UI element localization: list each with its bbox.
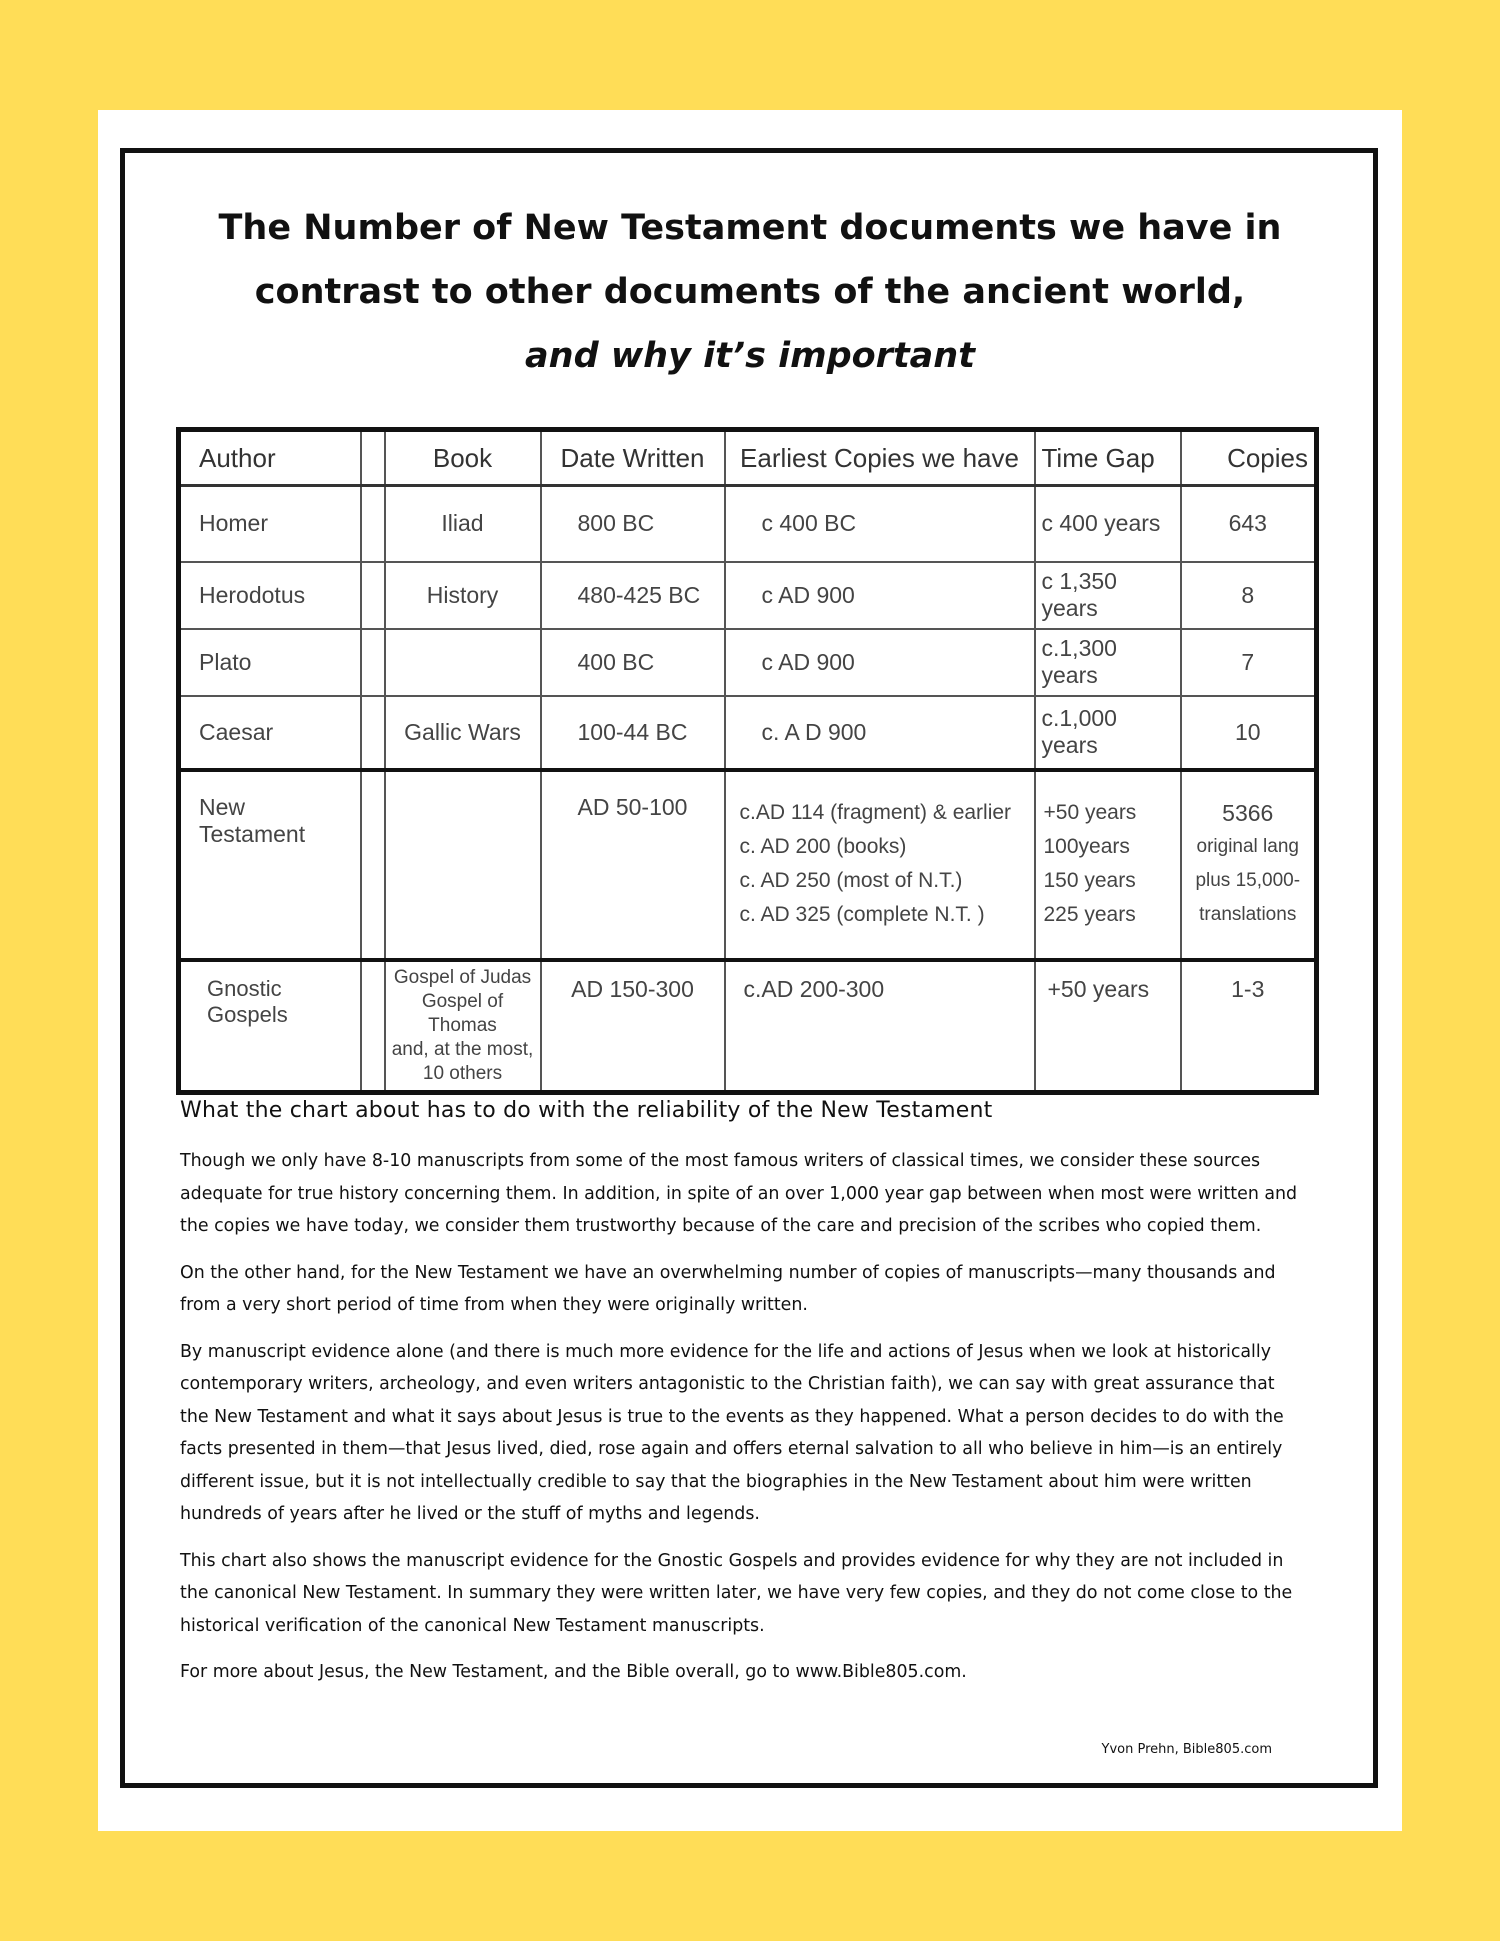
author-credit: Yvon Prehn, Bible805.com [1101,1742,1272,1757]
cell-date: AD 150-300 [541,960,725,1093]
nt-earliest-line: c. AD 250 (most of N.T.) [739,868,963,892]
cell-book: Iliad [385,486,541,562]
cell-author: Homer [179,486,361,562]
gnostic-book-line: Gospel of Thomas [421,990,504,1036]
cell-gap: c.1,000 years [1035,696,1181,770]
header-date-written: Date Written [541,430,725,486]
header-author: Author [179,430,361,486]
table-header-row [179,430,1317,486]
title-line-1: The Number of New Testament documents we have in [218,208,1282,248]
cell-gap: c 1,350 years [1035,562,1181,629]
cell-gap: c 400 years [1035,486,1181,562]
cell-author: New Testament [179,770,361,960]
cell-date: 100-44 BC [541,696,725,770]
cell-author: Gnostic Gospels [179,960,361,1093]
cell-spacer [361,960,385,1093]
cell-spacer [361,696,385,770]
table-row [179,486,1317,562]
cell-book [385,960,541,1093]
cell-date: 800 BC [541,486,725,562]
cell-spacer [361,770,385,960]
header-time-gap: Time Gap [1035,430,1181,486]
gnostic-book-line: 10 others [422,1062,503,1084]
cell-earliest: c.AD 200-300 [725,960,1035,1093]
cell-book: Gallic Wars [385,696,541,770]
cell-gap: c.1,300 years [1035,629,1181,696]
header-copies: Copies [1181,430,1317,486]
header-earliest-copies: Earliest Copies we have [725,430,1035,486]
title-line-2: contrast to other documents of the ancient world, [254,272,1246,312]
paragraph: Though we only have 8-10 manuscripts from some of the most famous writers of classical times, we consider these sources adequate for true history concerning them. In addition, in spite of an over 1,000 year gap between when most were written and the copies we have today, we consider them trustworthy because of the care and precision of the scribes who copied them. [180,1151,1298,1236]
gnostic-book-line: and, at the most, [391,1038,534,1060]
cell-earliest [725,770,1035,960]
header-book: Book [385,430,541,486]
cell-spacer [361,486,385,562]
cell-earliest: c 400 BC [725,486,1035,562]
cell-author: Caesar [179,696,361,770]
table-row [179,562,1317,629]
table-row [179,696,1317,770]
cell-copies: 1-3 [1181,960,1317,1093]
cell-gap [1035,770,1181,960]
paragraph: By manuscript evidence alone (and there is much more evidence for the life and actions of Jesus when we look at historically contemporary writers, archeology, and even writers antagonistic to the Christian faith), we can say with great assurance that the New Testament and what it says about Jesus is true to the events as they happened. What a person decides to do with the facts presented in them—that Jesus lived, died, rose again and offers eternal salvation to all who believe in him—is an entirely different issue, but it is not intellectually credible to say that the biographies in the New Testament about him were written hundreds of years after he lived or the stuff of myths and legends. [180,1341,1284,1524]
cell-date: 480-425 BC [541,562,725,629]
cell-spacer [361,629,385,696]
table-row-new-testament [179,770,1317,960]
cell-copies: 8 [1181,562,1317,629]
cell-book [385,770,541,960]
manuscript-table [176,427,1319,1095]
cell-gap: +50 years [1035,960,1181,1093]
cell-date: 400 BC [541,629,725,696]
title-line-3: and why it’s important [525,336,975,376]
table-row-gnostic-gospels [179,960,1317,1093]
article-heading: What the chart about has to do with the reliability of the New Testament [180,1098,993,1123]
paragraph: For more about Jesus, the New Testament, and the Bible overall, go to www.Bible805.com. [180,1662,967,1682]
cell-book: History [385,562,541,629]
header-spacer [361,430,385,486]
cell-earliest: c AD 900 [725,629,1035,696]
article-body [180,1098,1300,1703]
gnostic-book-line: Gospel of Judas [393,966,532,988]
nt-copies-line: 5366 [1222,799,1274,826]
nt-copies-line: translations [1199,903,1297,925]
cell-copies: 7 [1181,629,1317,696]
nt-copies-line: plus 15,000- [1195,869,1301,891]
cell-earliest: c AD 900 [725,562,1035,629]
document-title [160,196,1340,388]
nt-gap-line: 150 years [1043,868,1136,892]
paragraph: On the other hand, for the New Testament we have an overwhelming number of copies of manuscripts—many thousands and from a very short period of time from when they were originally written. [180,1262,1276,1315]
table-row [179,629,1317,696]
nt-earliest-line: c. AD 325 (complete N.T. ) [739,902,985,926]
cell-book [385,629,541,696]
nt-gap-line: +50 years [1043,800,1137,824]
nt-copies-line: original lang [1196,835,1299,857]
nt-earliest-line: c.AD 114 (fragment) & earlier [739,800,1012,824]
cell-earliest: c. A D 900 [725,696,1035,770]
cell-author: Herodotus [179,562,361,629]
nt-gap-line: 100years [1043,834,1130,858]
nt-gap-line: 225 years [1043,902,1136,926]
cell-author: Plato [179,629,361,696]
cell-date: AD 50-100 [541,770,725,960]
cell-copies [1181,770,1317,960]
cell-copies: 643 [1181,486,1317,562]
nt-earliest-line: c. AD 200 (books) [739,834,907,858]
cell-spacer [361,562,385,629]
paragraph: This chart also shows the manuscript evidence for the Gnostic Gospels and provides evidence for why they are not included in the canonical New Testament. In summary they were written later, we have very few copies, and they do not come close to the historical verification of the canonical New Testament manuscripts. [180,1550,1293,1636]
cell-copies: 10 [1181,696,1317,770]
